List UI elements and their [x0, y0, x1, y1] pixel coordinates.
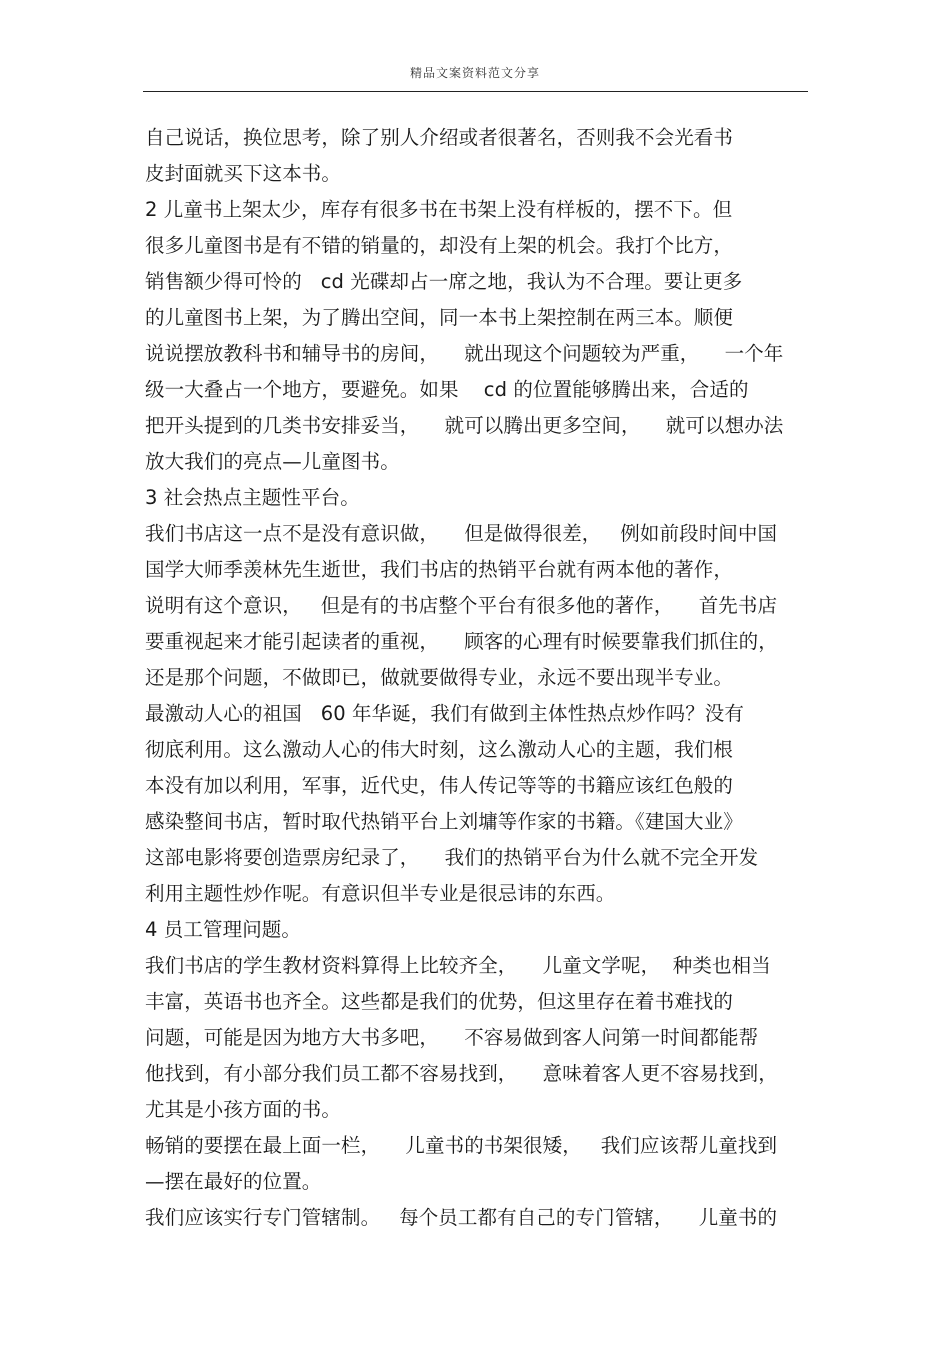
- text-line: 我们书店的学生教材资料算得上比较齐全， 儿童文学呢， 种类也相当: [145, 954, 771, 977]
- text-line: 本没有加以利用，军事，近代史，伟人传记等等的书籍应该红色般的: [145, 774, 734, 797]
- text-line: 4 员工管理问题。: [145, 918, 302, 941]
- text-line: 还是那个问题，不做即已，做就要做得专业，永远不要出现半专业。: [145, 666, 734, 689]
- text-line: 这部电影将要创造票房纪录了， 我们的热销平台为什么就不完全开发: [145, 846, 759, 869]
- text-line: —摆在最好的位置。: [145, 1170, 322, 1193]
- text-line: 把开头提到的几类书安排妥当， 就可以腾出更多空间， 就可以想办法: [145, 414, 784, 437]
- header-divider: [143, 91, 808, 92]
- text-line: 国学大师季羡林先生逝世，我们书店的热销平台就有两本他的著作，: [145, 558, 734, 581]
- body-text: [145, 120, 815, 1236]
- text-line: 自己说话，换位思考，除了别人介绍或者很著名，否则我不会光看书: [145, 126, 734, 149]
- text-line: 我们应该实行专门管辖制。 每个员工都有自己的专门管辖， 儿童书的: [145, 1206, 778, 1229]
- text-line: 问题，可能是因为地方大书多吧， 不容易做到客人问第一时间都能帮: [145, 1026, 759, 1049]
- text-line: 2 儿童书上架太少，库存有很多书在书架上没有样板的，摆不下。但: [145, 198, 733, 221]
- text-line: 畅销的要摆在最上面一栏， 儿童书的书架很矮， 我们应该帮儿童找到: [145, 1134, 778, 1157]
- text-line: 销售额少得可怜的 cd 光碟却占一席之地，我认为不合理。要让更多: [145, 270, 743, 293]
- text-line: 他找到，有小部分我们员工都不容易找到， 意味着客人更不容易找到，: [145, 1062, 778, 1085]
- page-header: 精品文案资料范文分享: [409, 66, 540, 80]
- text-line: 的儿童图书上架，为了腾出空间，同一本书上架控制在两三本。顺便: [145, 306, 734, 329]
- text-line: 彻底利用。这么激动人心的伟大时刻，这么激动人心的主题，我们根: [145, 738, 734, 761]
- text-line: 感染整间书店，暂时取代热销平台上刘墉等作家的书籍。《建国大业》: [145, 810, 743, 833]
- text-line: 尤其是小孩方面的书。: [145, 1098, 342, 1121]
- text-line: 要重视起来才能引起读者的重视， 顾客的心理有时候要靠我们抓住的，: [145, 630, 778, 653]
- text-line: 我们书店这一点不是没有意识做， 但是做得很差， 例如前段时间中国: [145, 522, 778, 545]
- text-line: 最激动人心的祖国 60 年华诞，我们有做到主体性热点炒作吗？没有: [145, 702, 745, 725]
- text-line: 丰富，英语书也齐全。这些都是我们的优势，但这里存在着书难找的: [145, 990, 734, 1013]
- text-line: 3 社会热点主题性平台。: [145, 486, 360, 509]
- text-line: 说明有这个意识， 但是有的书店整个平台有很多他的著作， 首先书店: [145, 594, 778, 617]
- text-line: 利用主题性炒作呢。有意识但半专业是很忌讳的东西。: [145, 882, 616, 905]
- text-line: 放大我们的亮点—儿童图书。: [145, 450, 400, 473]
- text-line: 级一大叠占一个地方，要避免。如果 cd 的位置能够腾出来，合适的: [145, 378, 749, 401]
- text-line: 皮封面就买下这本书。: [145, 162, 342, 185]
- text-line: 很多儿童图书是有不错的销量的，却没有上架的机会。我打个比方，: [145, 234, 734, 257]
- text-line: 说说摆放教科书和辅导书的房间， 就出现这个问题较为严重， 一个年: [145, 342, 784, 365]
